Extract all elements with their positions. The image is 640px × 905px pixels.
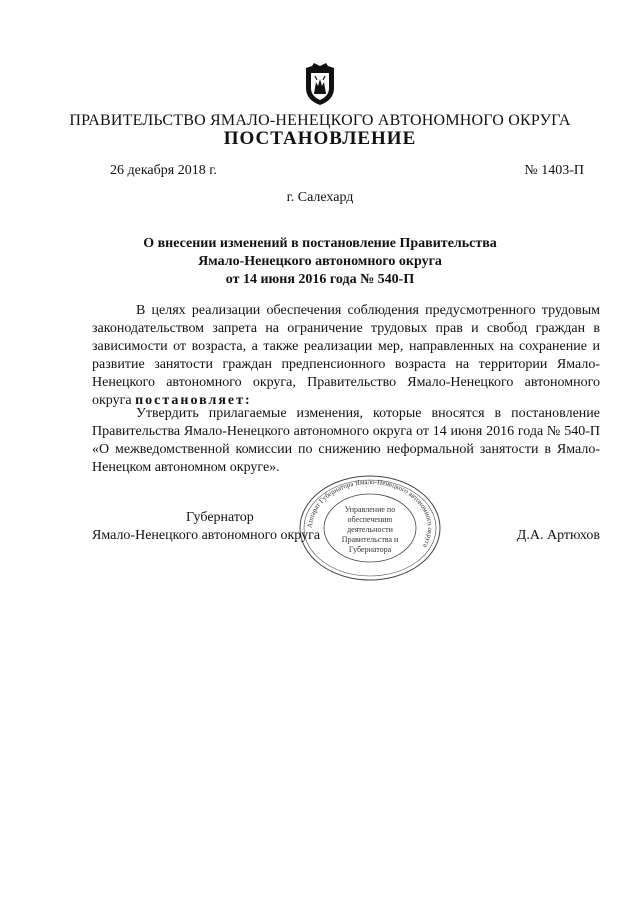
signatory-position-line-1: Губернатор	[186, 510, 254, 525]
document-date: 26 декабря 2018 г.	[110, 163, 217, 178]
title-line-1: О внесении изменений в постановление Правительства	[143, 236, 497, 251]
document-number: № 1403-П	[524, 163, 584, 178]
body-paragraph-1	[92, 302, 600, 410]
organization-name: ПРАВИТЕЛЬСТВО ЯМАЛО-НЕНЕЦКОГО АВТОНОМНОГО ОКРУГА	[69, 112, 571, 129]
coat-of-arms-icon	[302, 62, 338, 106]
paragraph-1-emphasis: постановляет:	[135, 393, 252, 408]
seal-center-text: Управление по обеспечению деятельности Правительства и Губернатора	[341, 505, 399, 554]
document-type: ПОСТАНОВЛЕНИЕ	[223, 128, 417, 149]
signatory-position-line-2: Ямало-Ненецкого автономного округа	[92, 528, 321, 543]
paragraph-1-text: В целях реализации обеспечения соблюдения предусмотренного трудовым законодательством запрета на ограничение трудовых прав и свобод граждан в зависимости от возраста, а также реализации мер, направленных на сохранение и развитие занятости граждан предпенсионного возраста на территории Ямало-Ненецкого автономного округа, Правительство Ямало-Ненецкого автономного округа	[92, 303, 600, 408]
signatory-name: Д.А. Артюхов	[516, 528, 600, 543]
title-line-2: Ямало-Ненецкого автономного округа	[198, 254, 442, 269]
title-line-3: от 14 июня 2016 года № 540-П	[225, 272, 415, 287]
document-title	[120, 235, 520, 289]
body-paragraph-2: Утвердить прилагаемые изменения, которые вносятся в постановление Правительства Ямало-Ненецкого автономного округа от 14 июня 2016 года № 540-П «О межведомственной комиссии по снижению неформальной занятости в Ямало-Ненецком автономном округе».	[92, 406, 600, 475]
document-city: г. Салехард	[286, 190, 354, 205]
seal-ring-text: Аппарат Губернатора Ямало-Ненецкого автономного округа	[305, 477, 435, 550]
